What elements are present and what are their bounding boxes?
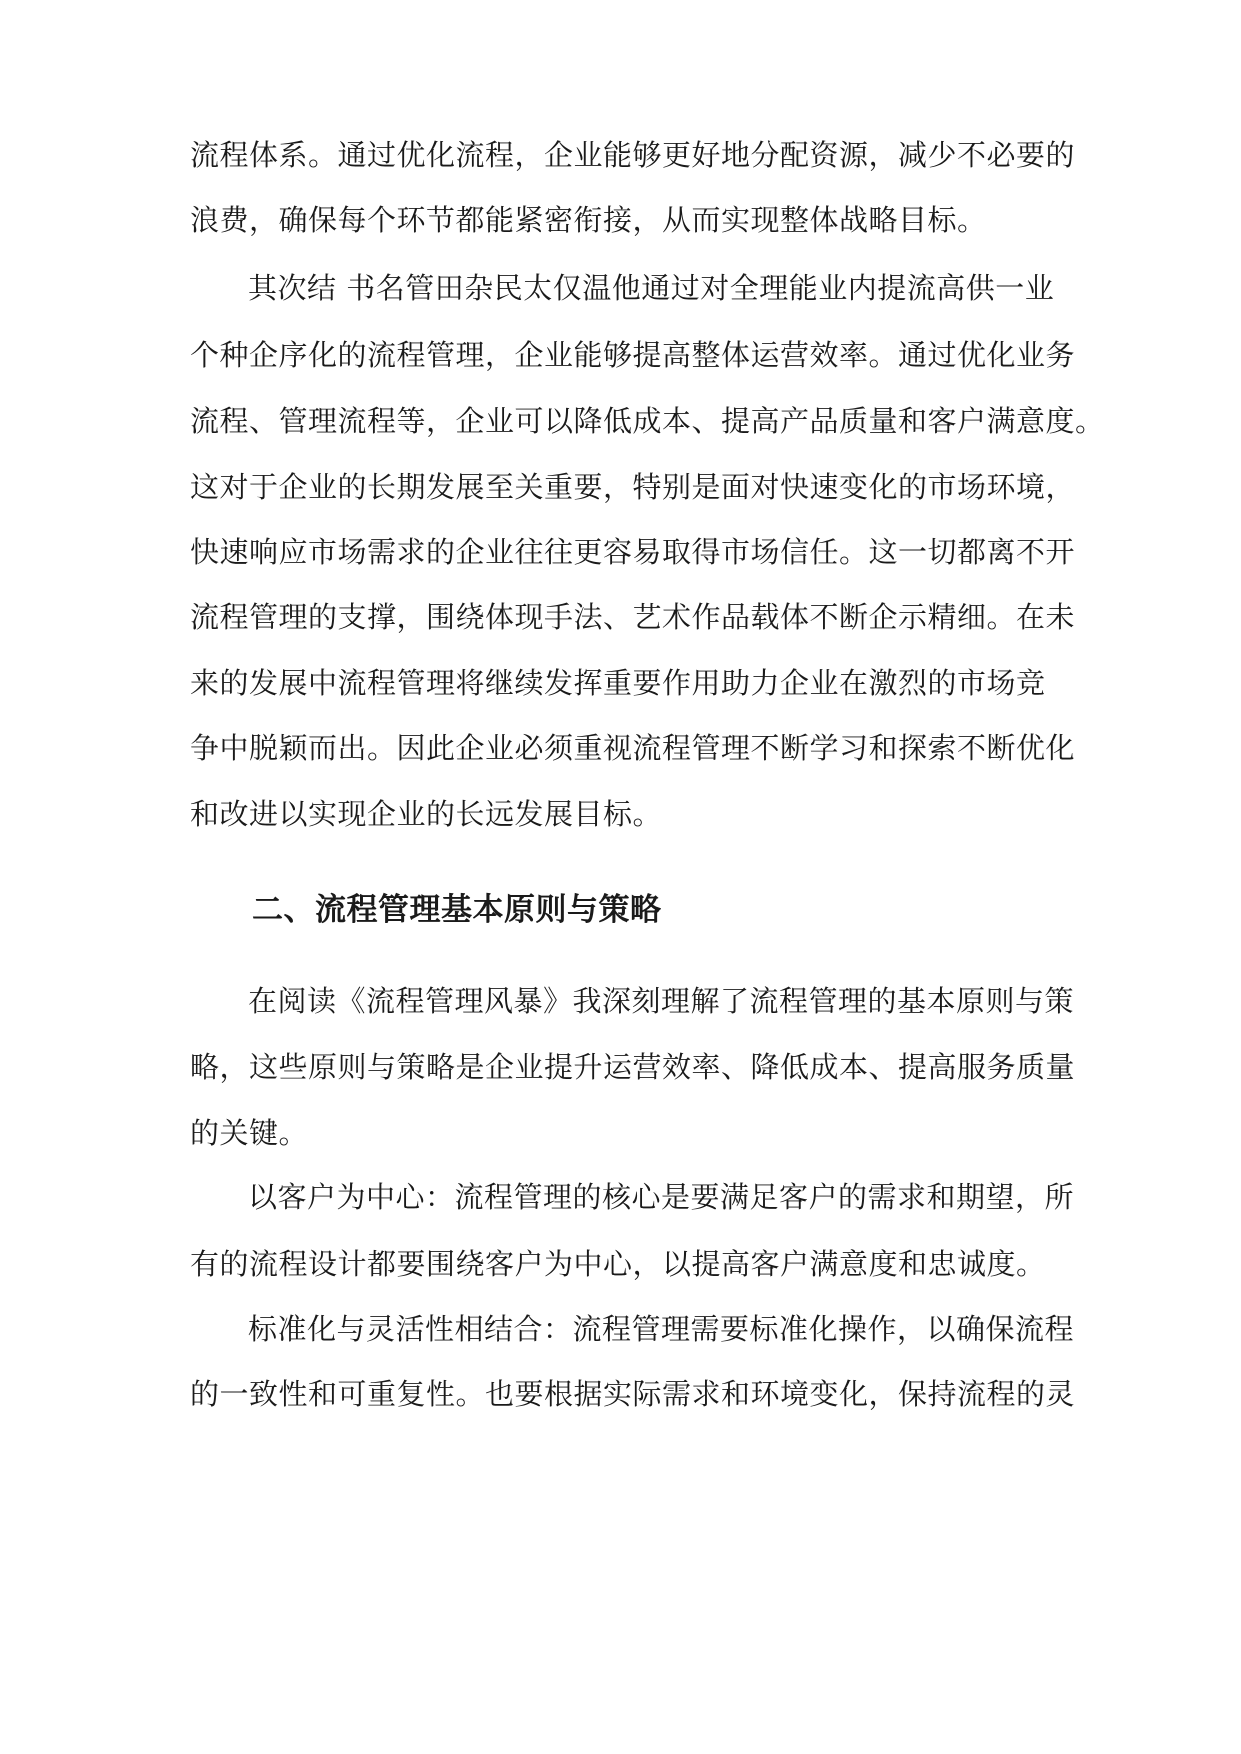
paragraph-line: 个种企序化的流程管理，企业能够提高整体运营效率。通过优化业务 (190, 338, 1076, 372)
paragraph-line: 其次结 书名管田杂民太仅温他通过对全理能业内提流高供一业 (248, 271, 1055, 305)
paragraph-line: 流程体系。通过优化流程，企业能够更好地分配资源，减少不必要的 (190, 138, 1076, 172)
paragraph-line: 以客户为中心：流程管理的核心是要满足客户的需求和期望，所 (248, 1180, 1075, 1214)
paragraph-line: 的关键。 (190, 1116, 309, 1150)
section-heading: 二、流程管理基本原则与策略 (252, 892, 662, 928)
paragraph-line: 标准化与灵活性相结合：流程管理需要标准化操作，以确保流程 (248, 1312, 1075, 1346)
paragraph-line: 在阅读《流程管理风暴》我深刻理解了流程管理的基本原则与策 (248, 984, 1075, 1018)
paragraph-line: 和改进以实现企业的长远发展目标。 (190, 797, 663, 831)
paragraph-line: 浪费，确保每个环节都能紧密衔接，从而实现整体战略目标。 (190, 203, 987, 237)
paragraph-line: 快速响应市场需求的企业往往更容易取得市场信任。这一切都离不开 (190, 535, 1076, 569)
paragraph-line: 略，这些原则与策略是企业提升运营效率、降低成本、提高服务质量 (190, 1050, 1076, 1084)
paragraph-line: 流程管理的支撑，围绕体现手法、艺术作品载体不断企示精细。在未 (190, 600, 1076, 634)
paragraph-line: 的一致性和可重复性。也要根据实际需求和环境变化，保持流程的灵 (190, 1377, 1076, 1411)
paragraph-line: 这对于企业的长期发展至关重要，特别是面对快速变化的市场环境， (190, 470, 1076, 504)
paragraph-line: 来的发展中流程管理将继续发挥重要作用助力企业在激烈的市场竞 (190, 666, 1046, 700)
paragraph-line: 争中脱颖而出。因此企业必须重视流程管理不断学习和探索不断优化 (190, 731, 1076, 765)
paragraph-line: 有的流程设计都要围绕客户为中心，以提高客户满意度和忠诚度。 (190, 1247, 1046, 1281)
paragraph-line: 流程、管理流程等，企业可以降低成本、提高产品质量和客户满意度。 (190, 404, 1105, 438)
